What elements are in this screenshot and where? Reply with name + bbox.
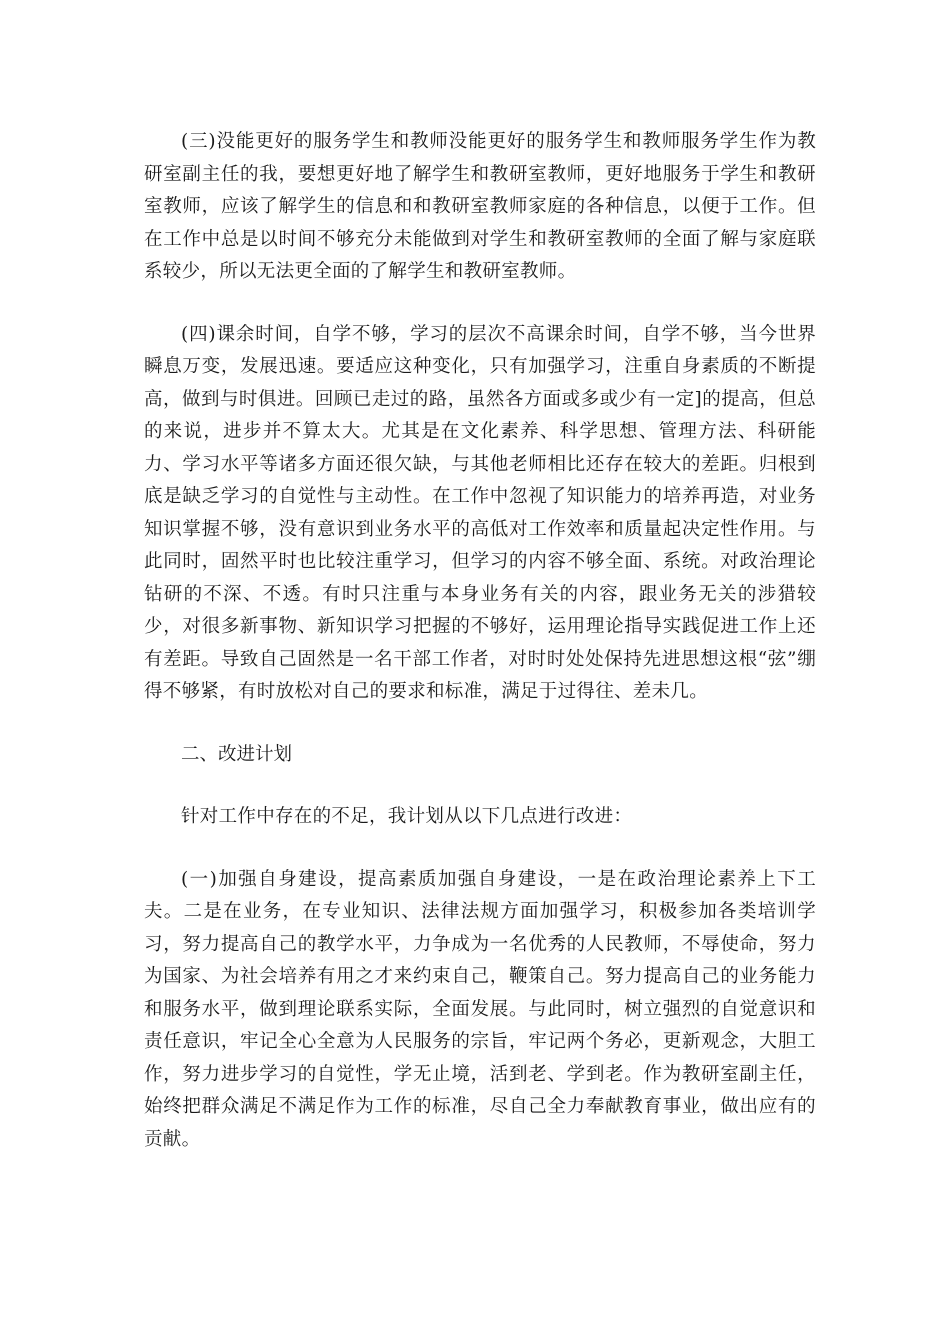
document-page — [144, 126, 816, 1156]
paragraph-intro: 针对工作中存在的不足，我计划从以下几点进行改进： — [181, 806, 633, 827]
paragraph-self-study: (四)课余时间，自学不够，学习的层次不高课余时间，自学不够，当今世界瞬息万变，发展迅速。要适应这种变化，只有加强学习，注重自身素质的不断提高，做到与时俱进。回顾已走过的路，虽然各方面或多或少有一定]的提高，但总的来说，进步并不算太大。尤其是在文化素养、科学思想、管理方法、科研能力、学习水平等诸多方面还很欠缺，与其他老师相比还存在较大的差距。归根到底是缺乏学习的自觉性与主动性。在工作中忽视了知识能力的培养再造，对业务知识掌握不够，没有意识到业务水平的高低对工作效率和质量起决定性作用。与此同时，固然平时也比较注重学习，但学习的内容不够全面、系统。对政治理论钻研的不深、不透。有时只注重与本身业务有关的内容，跟业务无关的涉猎较少，对很多新事物、新知识学习把握的不够好，运用理论指导实践促进工作上还有差距。导致自己固然是一名干部工作者，对时时处处保持先进思想这根“弦”绷得不够紧，有时放松对自己的要求和标准，满足于过得往、差未几。 — [144, 323, 816, 702]
section-heading-improvement-plan: 二、改进计划 — [181, 743, 293, 765]
paragraph-service-students: (三)没能更好的服务学生和教师没能更好的服务学生和教师服务学生作为教研室副主任的我，要想更好地了解学生和教研室教师，更好地服务于学生和教研室教师，应该了解学生的信息和和教研室教师家庭的各种信息，以便于工作。但在工作中总是以时间不够充分未能做到对学生和教研室教师的全面了解与家庭联系较少，所以无法更全面的了解学生和教研室教师。 — [144, 131, 816, 282]
paragraph-strengthen-self: (一)加强自身建设，提高素质加强自身建设，一是在政治理论素养上下工夫。二是在业务，在专业知识、法律法规方面加强学习，积极参加各类培训学习，努力提高自己的教学水平，力争成为一名优秀的人民教师，不辱使命，努力为国家、为社会培养有用之才来约束自己，鞭策自己。努力提高自己的业务能力和服务水平，做到理论联系实际，全面发展。与此同时，树立强烈的自觉意识和责任意识，牢记全心全意为人民服务的宗旨，牢记两个务必，更新观念，大胆工作，努力进步学习的自觉性，学无止境，活到老、学到老。作为教研室副主任，始终把群众满足不满足作为工作的标准，尽自己全力奉献教育事业，做出应有的贡献。 — [144, 868, 816, 1150]
